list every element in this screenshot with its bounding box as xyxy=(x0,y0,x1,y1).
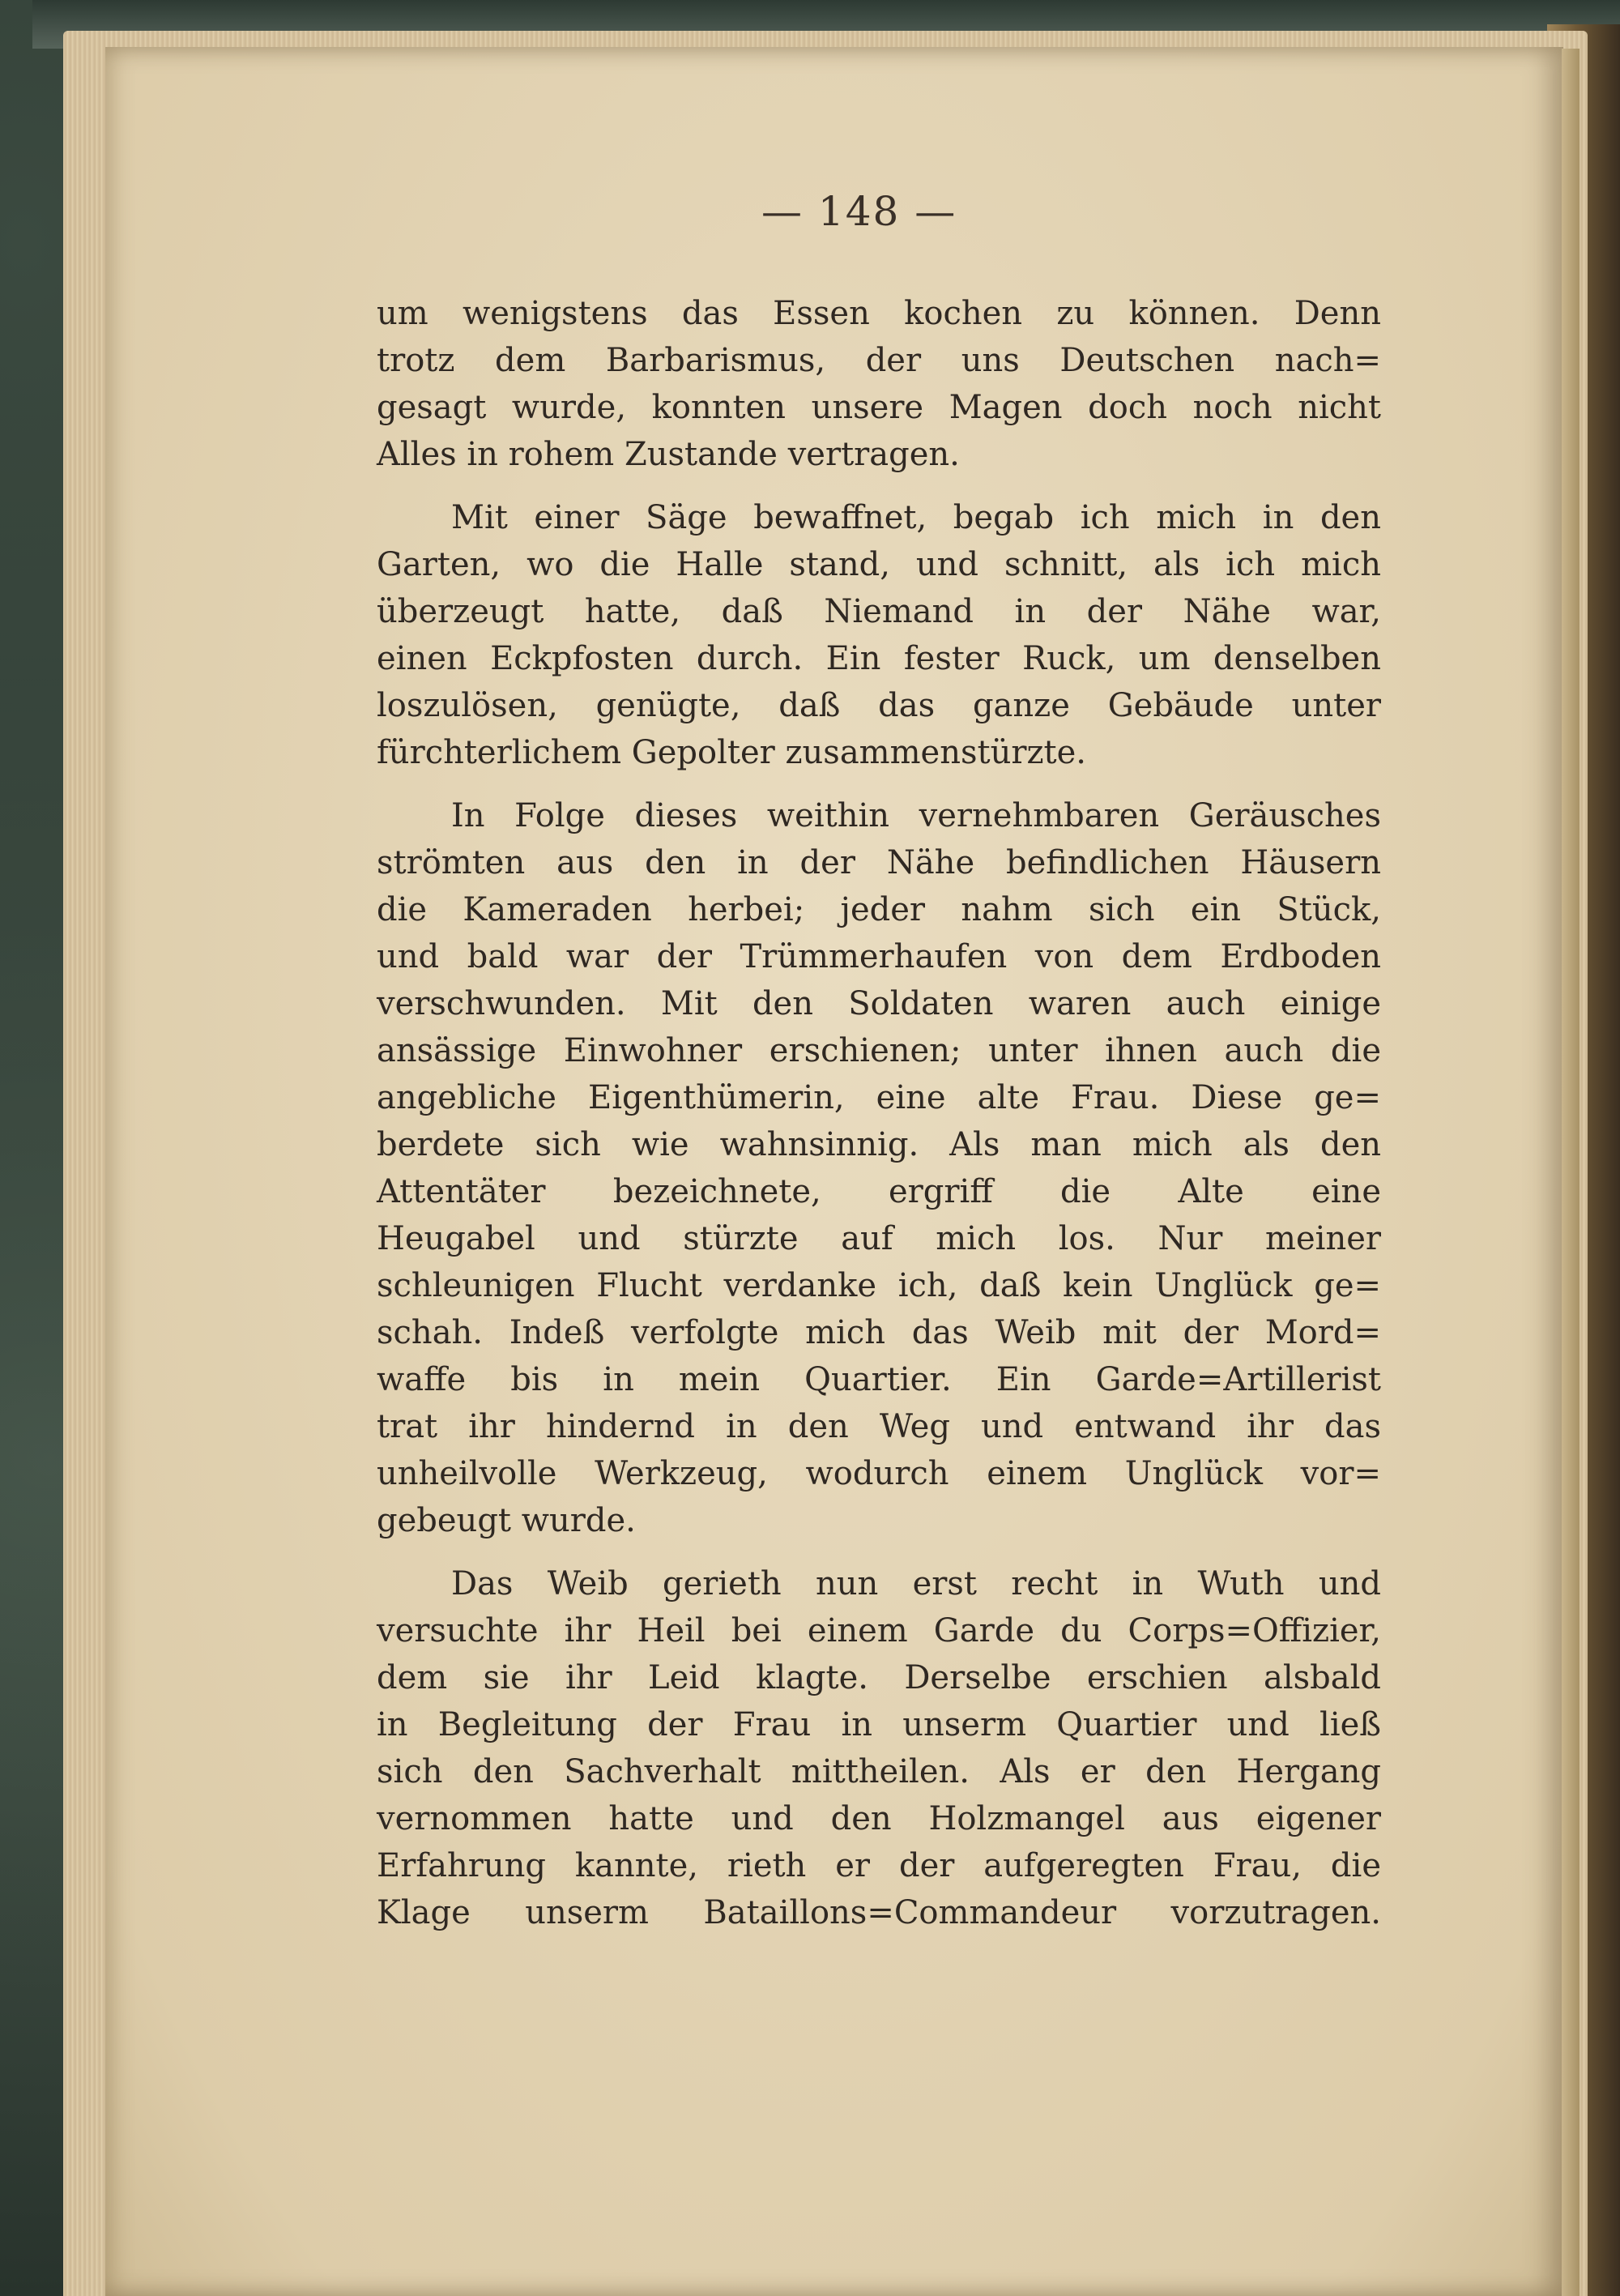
text-line: vernommen hatte und den Holzmangel aus eigener xyxy=(377,1800,1381,1837)
text-line: gesagt wurde, konnten unsere Magen doch noch nicht xyxy=(377,389,1381,426)
text-line: dem sie ihr Leid klagte. Derselbe erschien alsbald xyxy=(377,1659,1381,1696)
text-line: trotz dem Barbarismus, der uns Deutschen nach= xyxy=(377,342,1381,379)
page-number: — 148 — xyxy=(761,188,957,235)
text-line: Attentäter bezeichnete, ergriff die Alte eine xyxy=(377,1173,1381,1210)
paragraph xyxy=(377,494,1381,776)
body-text xyxy=(377,290,1381,1936)
text-line: In Folge dieses weithin vernehmbaren Geräusches xyxy=(451,797,1381,834)
text-line: einen Eckpfosten durch. Ein fester Ruck, um denselben xyxy=(377,640,1381,677)
paragraph xyxy=(377,792,1381,1544)
text-line: fürchterlichem Gepolter zusammenstürzte. xyxy=(377,734,1086,771)
text-line: Mit einer Säge bewaffnet, begab ich mich in den xyxy=(451,499,1381,536)
page-gutter xyxy=(1562,49,1580,2296)
text-line: und bald war der Trümmerhaufen von dem Erdboden xyxy=(377,938,1381,975)
text-line: strömten aus den in der Nähe befindlichen Häusern xyxy=(377,844,1381,881)
text-line: Klage unserm Bataillons=Commandeur vorzutragen. xyxy=(377,1894,1381,1931)
text-line: Erfahrung kannte, rieth er der aufgeregten Frau, die xyxy=(377,1847,1381,1884)
text-line: überzeugt hatte, daß Niemand in der Nähe war, xyxy=(377,593,1381,630)
text-line: Das Weib gerieth nun erst recht in Wuth und xyxy=(451,1565,1381,1603)
text-line: sich den Sachverhalt mittheilen. Als er den Hergang xyxy=(377,1753,1381,1790)
text-line: unheilvolle Werkzeug, wodurch einem Unglück vor= xyxy=(377,1455,1381,1492)
text-line: in Begleitung der Frau in unserm Quartier und ließ xyxy=(377,1706,1381,1743)
text-line: loszulösen, genügte, daß das ganze Gebäude unter xyxy=(377,687,1381,724)
text-line: Alles in rohem Zustande vertragen. xyxy=(377,436,960,473)
text-line: verschwunden. Mit den Soldaten waren auch einige xyxy=(377,985,1381,1022)
text-line: um wenigstens das Essen kochen zu können. Denn xyxy=(377,295,1381,332)
text-line: Garten, wo die Halle stand, und schnitt, als ich mich xyxy=(377,546,1381,583)
text-line: ansässige Einwohner erschienen; unter ihnen auch die xyxy=(377,1032,1381,1069)
text-line: schah. Indeß verfolgte mich das Weib mit der Mord= xyxy=(377,1314,1381,1351)
text-line: die Kameraden herbei; jeder nahm sich ein Stück, xyxy=(377,891,1381,928)
text-line: trat ihr hindernd in den Weg und entwand ihr das xyxy=(377,1408,1381,1445)
text-line: waffe bis in mein Quartier. Ein Garde=Artillerist xyxy=(377,1361,1381,1398)
paragraph xyxy=(377,290,1381,478)
text-line: schleunigen Flucht verdanke ich, daß kein Unglück ge= xyxy=(377,1267,1381,1304)
paragraph xyxy=(377,1560,1381,1936)
text-line: gebeugt wurde. xyxy=(377,1502,636,1539)
text-line: versuchte ihr Heil bei einem Garde du Corps=Offizier, xyxy=(377,1612,1381,1649)
text-line: berdete sich wie wahnsinnig. Als man mich als den xyxy=(377,1126,1381,1163)
text-line: Heugabel und stürzte auf mich los. Nur meiner xyxy=(377,1220,1381,1257)
text-line: angebliche Eigenthümerin, eine alte Frau. Diese ge= xyxy=(377,1079,1381,1116)
